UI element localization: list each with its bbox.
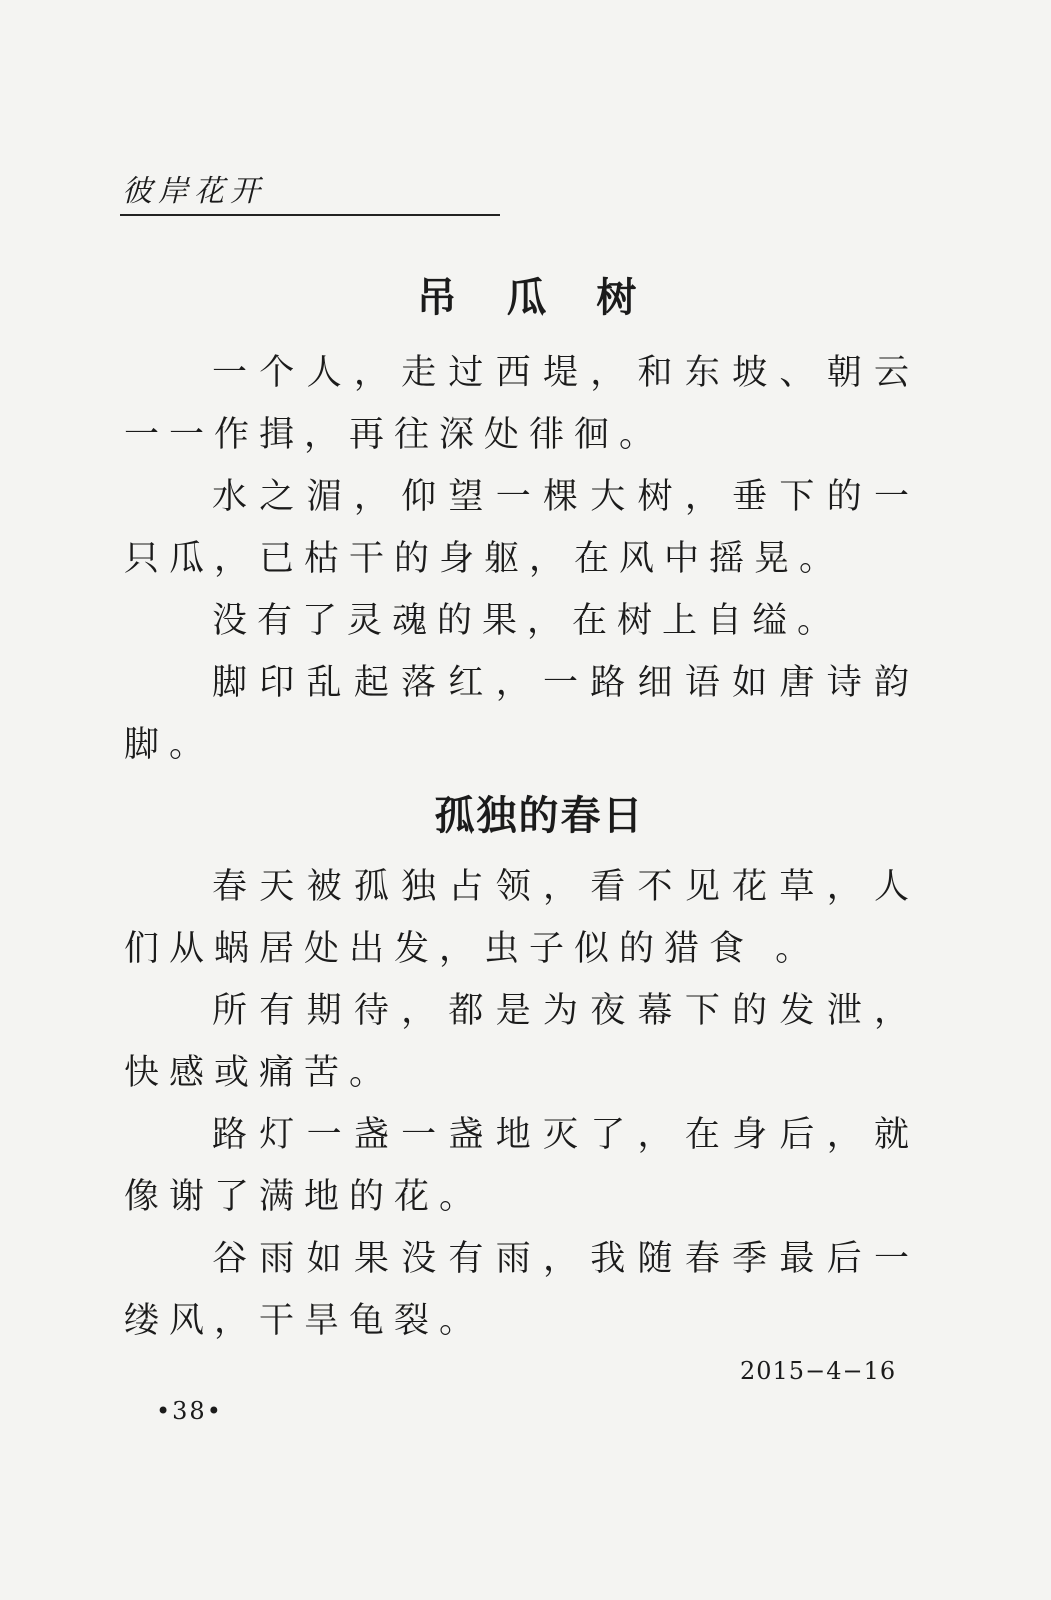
poem-stanza: 水之湄，仰望一棵大树，垂下的一只瓜，已枯干的身躯，在风中摇晃。 (124, 477, 919, 579)
poem-stanza: 脚印乱起落红，一路细语如唐诗韵脚。 (124, 663, 919, 765)
poem-title: 吊 瓜 树 (416, 275, 655, 321)
poem-date: 2015−4−16 (740, 1357, 897, 1385)
poem-stanza: 春天被孤独占领，看不见花草，人们从蜗居处出发，虫子似的猎食 。 (124, 867, 919, 969)
page-number: •38• (156, 1397, 223, 1425)
header-rule (120, 214, 500, 216)
poem-stanza: 没有了灵魂的果，在树上自缢。 (212, 601, 843, 641)
poem-stanza: 路灯一盏一盏地灭了，在身后，就像谢了满地的花。 (124, 1115, 919, 1217)
poem-stanza: 谷雨如果没有雨，我随春季最后一缕风，干旱龟裂。 (124, 1239, 919, 1341)
poem-stanza: 一个人，走过西堤，和东坡、朝云一一作揖，再往深处徘徊。 (124, 353, 919, 455)
running-header: 彼岸花开 (122, 174, 266, 209)
poem-stanza: 所有期待，都是为夜幕下的发泄， 快感或痛苦。 (124, 991, 919, 1093)
poem-title: 孤独的春日 (434, 793, 645, 839)
